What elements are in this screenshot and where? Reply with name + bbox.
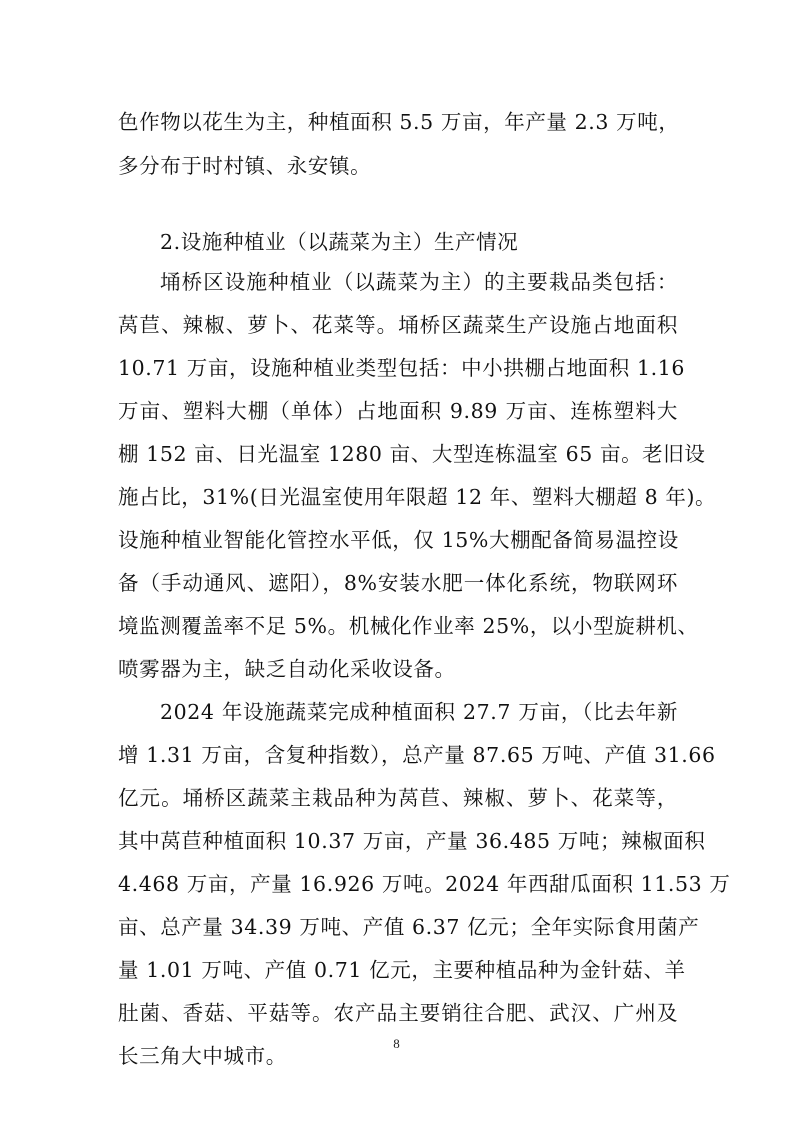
paragraph-3-line-1: 2024 年设施蔬菜完成种植面积 27.7 万亩，（比去年新 — [160, 700, 678, 724]
paragraph-2-line-3: 10.71 万亩，设施种植业类型包括：中小拱棚占地面积 1.16 — [118, 356, 686, 380]
page-number: 8 — [393, 1036, 400, 1051]
section-heading: 2.设施种植业（以蔬菜为主）生产情况 — [160, 230, 519, 254]
paragraph-3-line-8: 肚菌、香菇、平菇等。农产品主要销往合肥、武汉、广州及 — [118, 1001, 678, 1025]
paragraph-3-line-6: 亩、总产量 34.39 万吨、产值 6.37 亿元；全年实际食用菌产 — [118, 915, 700, 939]
paragraph-1-line-2: 多分布于时村镇、永安镇。 — [118, 154, 372, 178]
paragraph-3-line-4: 其中莴苣种植面积 10.37 万亩，产量 36.485 万吨；辣椒面积 — [118, 829, 706, 853]
paragraph-2-line-2: 莴苣、辣椒、萝卜、花菜等。埇桥区蔬菜生产设施占地面积 — [118, 313, 678, 337]
paragraph-2-line-7: 设施种植业智能化管控水平低，仅 15%大棚配备简易温控设 — [118, 528, 679, 552]
paragraph-3-line-3: 亿元。埇桥区蔬菜主栽品种为莴苣、辣椒、萝卜、花菜等， — [118, 786, 678, 810]
paragraph-2-line-1: 埇桥区设施种植业（以蔬菜为主）的主要栽品类包括： — [160, 270, 678, 294]
paragraph-2-line-8: 备（手动通风、遮阳），8%安装水肥一体化系统，物联网环 — [118, 571, 678, 595]
paragraph-2-line-6: 施占比，31%(日光温室使用年限超 12 年、塑料大棚超 8 年)。 — [118, 485, 717, 509]
paragraph-3-line-9: 长三角大中城市。 — [118, 1044, 287, 1068]
paragraph-2-line-10: 喷雾器为主，缺乏自动化采收设备。 — [118, 657, 456, 681]
paragraph-3-line-2: 增 1.31 万亩，含复种指数），总产量 87.65 万吨、产值 31.66 — [118, 743, 716, 767]
paragraph-2-line-9: 境监测覆盖率不足 5%。机械化作业率 25%，以小型旋耕机、 — [118, 614, 699, 638]
paragraph-2-line-5: 棚 152 亩、日光温室 1280 亩、大型连栋温室 65 亩。老旧设 — [118, 442, 706, 466]
paragraph-1-line-1: 色作物以花生为主，种植面积 5.5 万亩，年产量 2.3 万吨， — [118, 110, 680, 134]
paragraph-3-line-5: 4.468 万亩，产量 16.926 万吨。2024 年西甜瓜面积 11.53 万 — [118, 872, 731, 896]
paragraph-3-line-7: 量 1.01 万吨、产值 0.71 亿元，主要种植品种为金针菇、羊 — [118, 958, 686, 982]
paragraph-2-line-4: 万亩、塑料大棚（单体）占地面积 9.89 万亩、连栋塑料大 — [118, 399, 678, 423]
